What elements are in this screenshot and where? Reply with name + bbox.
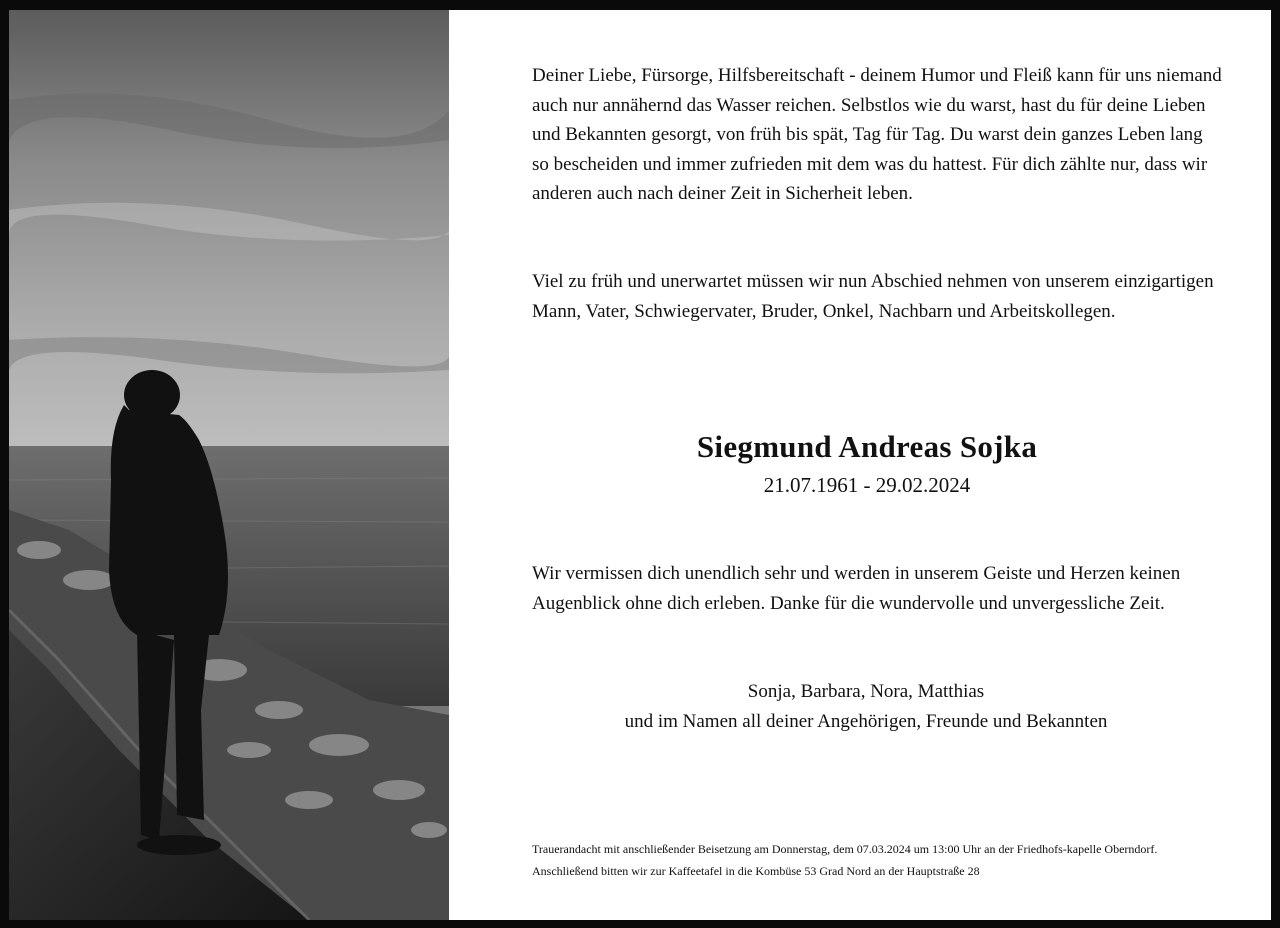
text-panel [449, 10, 1271, 920]
signature-names: Sonja, Barbara, Nora, Matthias [747, 681, 985, 702]
life-dates: 21.07.1961 - 29.02.2024 [763, 473, 971, 497]
farewell-paragraph: Viel zu früh und unerwartet müssen wir nun Abschied nehmen von unserem einzigartigen Mann, Vater, Schwiegervater, Bruder, Onkel, Nachbarn und Arbeitskollegen. [532, 271, 1214, 322]
memorial-photo [9, 10, 449, 920]
tribute-paragraph: Deiner Liebe, Fürsorge, Hilfsbereitschaft - deinem Humor und Fleiß kann für uns niemand auch nur annähernd das Wasser reichen. Selbstlos wie du warst, hast du für deine Lieben und Bekannten gesorgt, von früh bis spät, Tag für Tag. Du warst dein ganzes Leben lang so bescheiden und immer zufrieden mit dem was du hattest. Für dich zählte nur, dass wir anderen auch nach deiner Zeit in Sicherheit leben. [532, 65, 1222, 205]
deceased-name: Siegmund Andreas Sojka [696, 429, 1038, 464]
service-notice: Trauerandacht mit anschließender Beisetzung am Donnerstag, dem 07.03.2024 um 13:00 Uhr an der Friedhofs-kapelle Oberndorf. Anschließend bitten wir zur Kaffeetafel in die Kombüse 53 Grad Nord an der Hauptstraße 28 [532, 842, 1158, 878]
closing-paragraph: Wir vermissen dich unendlich sehr und werden in unserem Geiste und Herzen keinen Augenblick ohne dich erleben. Danke für die wundervolle und unvergessliche Zeit. [532, 563, 1181, 614]
signature-line: und im Namen all deiner Angehörigen, Freunde und Bekannten [624, 711, 1108, 732]
man-standing-at-shore-icon [9, 10, 449, 920]
